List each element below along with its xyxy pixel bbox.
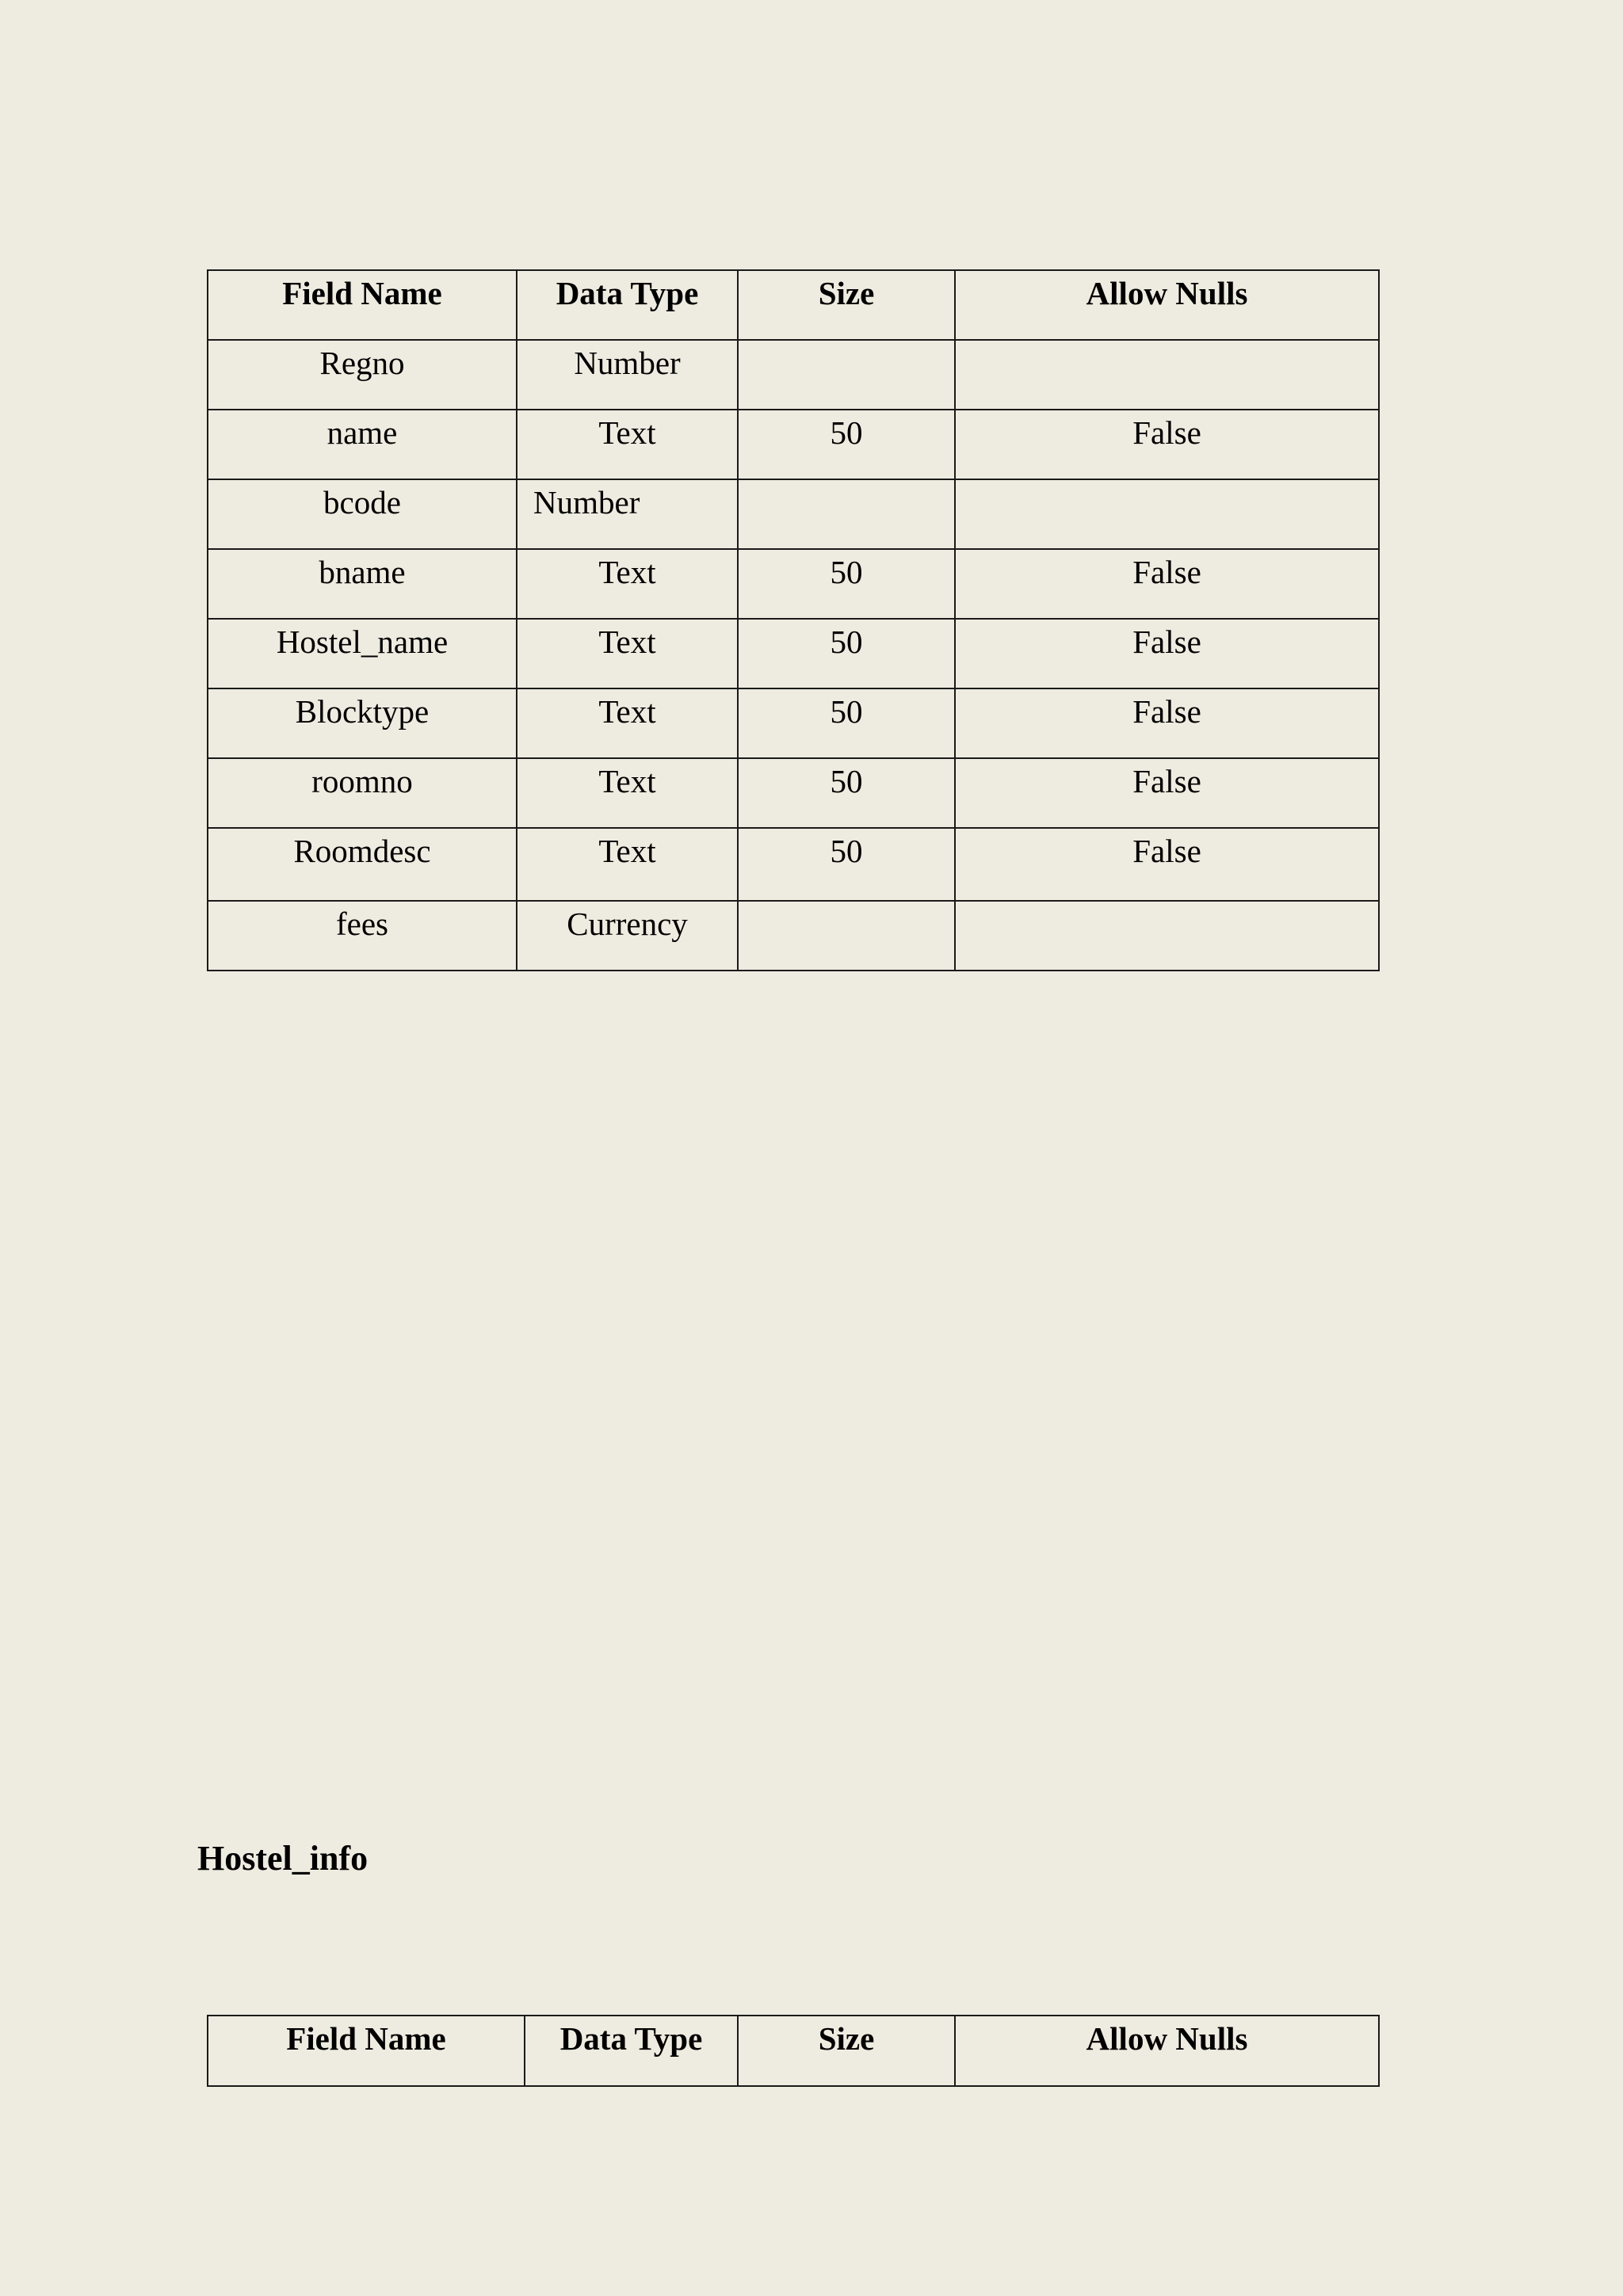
data-type-cell: Currency (517, 901, 738, 971)
size-cell (738, 340, 955, 410)
allow-nulls-cell: False (955, 828, 1379, 901)
field-name-cell: bname (208, 549, 517, 619)
field-name-cell: Roomdesc (208, 828, 517, 901)
table-row (208, 410, 1379, 479)
data-type-cell: Number (517, 479, 738, 549)
data-type-cell: Text (517, 828, 738, 901)
header-size: Size (738, 2016, 955, 2086)
field-name-cell: bcode (208, 479, 517, 549)
header-data-type: Data Type (517, 270, 738, 340)
allow-nulls-cell (955, 901, 1379, 971)
table-row (208, 340, 1379, 410)
header-allow-nulls: Allow Nulls (955, 270, 1379, 340)
field-name-cell: name (208, 410, 517, 479)
allow-nulls-cell (955, 340, 1379, 410)
size-cell (738, 901, 955, 971)
field-name-cell: Blocktype (208, 688, 517, 758)
data-type-cell: Text (517, 549, 738, 619)
size-cell: 50 (738, 758, 955, 828)
allow-nulls-cell: False (955, 549, 1379, 619)
table-row (208, 479, 1379, 549)
allow-nulls-cell: False (955, 758, 1379, 828)
size-cell: 50 (738, 549, 955, 619)
allow-nulls-cell: False (955, 688, 1379, 758)
table-row (208, 619, 1379, 688)
field-name-cell: roomno (208, 758, 517, 828)
data-type-cell: Text (517, 410, 738, 479)
field-name-cell: fees (208, 901, 517, 971)
data-type-cell: Number (517, 340, 738, 410)
size-cell: 50 (738, 619, 955, 688)
size-cell: 50 (738, 688, 955, 758)
data-type-cell: Text (517, 688, 738, 758)
table-row (208, 758, 1379, 828)
header-field-name: Field Name (208, 2016, 525, 2086)
header-field-name: Field Name (208, 270, 517, 340)
field-name-cell: Regno (208, 340, 517, 410)
hostel-info-table (207, 2015, 1380, 2087)
table-row (208, 688, 1379, 758)
table-row (208, 828, 1379, 901)
size-cell (738, 479, 955, 549)
field-definition-table (207, 269, 1380, 971)
table-row (208, 549, 1379, 619)
size-cell: 50 (738, 828, 955, 901)
header-allow-nulls: Allow Nulls (955, 2016, 1379, 2086)
table-header-row (208, 270, 1379, 340)
data-type-cell: Text (517, 758, 738, 828)
header-size: Size (738, 270, 955, 340)
allow-nulls-cell (955, 479, 1379, 549)
section-heading: Hostel_info (197, 1839, 369, 1878)
allow-nulls-cell: False (955, 410, 1379, 479)
data-type-cell: Text (517, 619, 738, 688)
size-cell: 50 (738, 410, 955, 479)
header-data-type: Data Type (525, 2016, 738, 2086)
allow-nulls-cell: False (955, 619, 1379, 688)
field-name-cell: Hostel_name (208, 619, 517, 688)
table-header-row (208, 2016, 1379, 2086)
table-row (208, 901, 1379, 971)
